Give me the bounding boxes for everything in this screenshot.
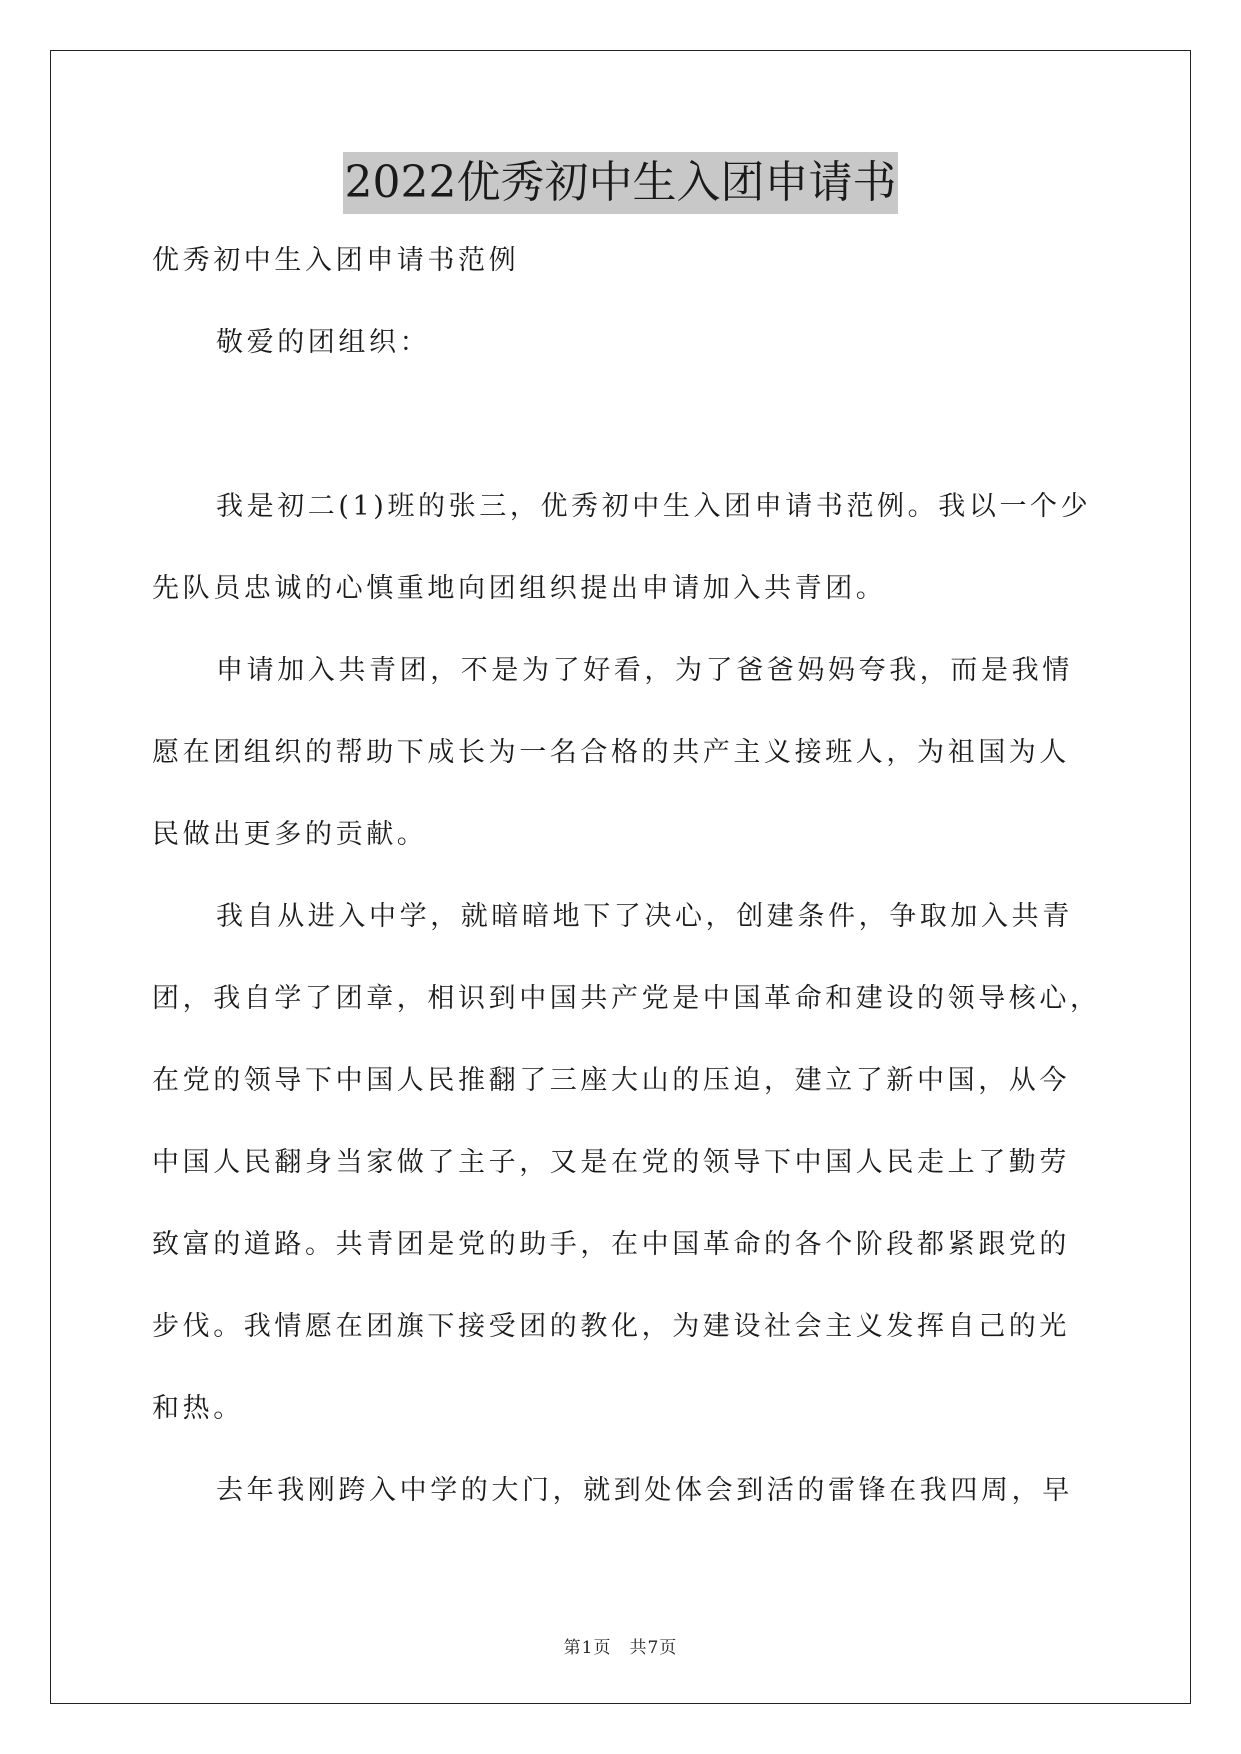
body-line: 去年我刚跨入中学的大门，就到处体会到活的雷锋在我四周，早 bbox=[216, 1475, 1073, 1506]
document-body bbox=[152, 240, 1101, 1552]
document-title-text: 2022优秀初中生入团申请书 bbox=[343, 152, 899, 214]
body-line: 步伐。我情愿在团旗下接受团的教化，为建设社会主义发挥自己的光 bbox=[152, 1311, 1070, 1342]
body-line: 先队员忠诚的心慎重地向团组织提出申请加入共青团。 bbox=[152, 573, 887, 604]
body-line: 致富的道路。共青团是党的助手，在中国革命的各个阶段都紧跟党的 bbox=[152, 1229, 1070, 1260]
body-line: 和热。 bbox=[152, 1393, 244, 1424]
body-line: 申请加入共青团，不是为了好看，为了爸爸妈妈夸我，而是我情 bbox=[216, 655, 1073, 686]
body-line: 我自从进入中学，就暗暗地下了决心，创建条件，争取加入共青 bbox=[216, 901, 1073, 932]
body-line: 中国人民翻身当家做了主子，又是在党的领导下中国人民走上了勤劳 bbox=[152, 1147, 1070, 1178]
body-line: 愿在团组织的帮助下成长为一名合格的共产主义接班人，为祖国为人 bbox=[152, 737, 1070, 768]
page-number: 第1页 共7页 bbox=[563, 1638, 678, 1658]
salutation-line: 敬爱的团组织： bbox=[216, 327, 431, 358]
body-line: 民做出更多的贡献。 bbox=[152, 819, 428, 850]
body-line: 团，我自学了团章，相识到中国共产党是中国革命和建设的领导核心， bbox=[152, 983, 1101, 1014]
subtitle-line: 优秀初中生入团申请书范例 bbox=[152, 245, 520, 276]
page-footer bbox=[0, 1633, 1241, 1658]
body-line: 我是初二(1)班的张三，优秀初中生入团申请书范例。我以一个少 bbox=[216, 491, 1092, 522]
blank-line bbox=[152, 404, 1097, 486]
document-title bbox=[0, 152, 1241, 214]
body-line: 在党的领导下中国人民推翻了三座大山的压迫，建立了新中国，从今 bbox=[152, 1065, 1070, 1096]
